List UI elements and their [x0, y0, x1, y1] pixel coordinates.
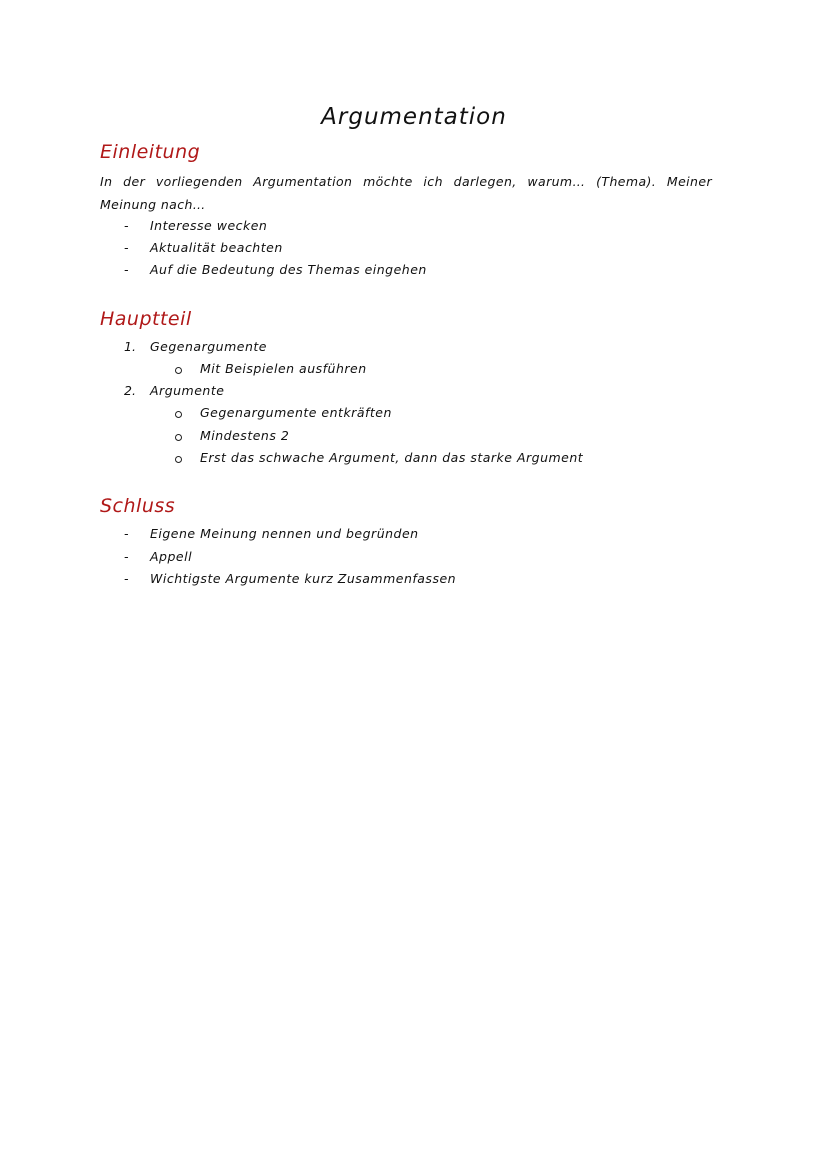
- sub-list-item: Mit Beispielen ausführen: [200, 361, 367, 376]
- circle-bullet-icon: [175, 456, 182, 463]
- list-item: Gegenargumente: [150, 339, 267, 354]
- numbered-marker: 2.: [124, 383, 136, 398]
- list-item: Appell: [150, 549, 193, 564]
- bullet-dash: -: [124, 218, 129, 233]
- circle-bullet-icon: [175, 411, 182, 418]
- bullet-dash: -: [124, 571, 129, 586]
- document-title: Argumentation: [321, 104, 507, 130]
- numbered-marker: 1.: [124, 339, 136, 354]
- list-item: Aktualität beachten: [150, 240, 283, 255]
- circle-bullet-icon: [175, 434, 182, 441]
- bullet-dash: -: [124, 240, 129, 255]
- bullet-dash: -: [124, 262, 129, 277]
- list-item: Wichtigste Argumente kurz Zusammenfassen: [150, 571, 457, 586]
- list-item: Auf die Bedeutung des Themas eingehen: [150, 262, 427, 277]
- list-item: Argumente: [150, 383, 225, 398]
- list-item: Interesse wecken: [150, 218, 268, 233]
- sub-list-item: Mindestens 2: [200, 428, 290, 443]
- section-heading-schluss: Schluss: [100, 495, 176, 517]
- section-heading-einleitung: Einleitung: [100, 141, 201, 163]
- section-heading-hauptteil: Hauptteil: [100, 308, 192, 330]
- bullet-dash: -: [124, 549, 129, 564]
- sub-list-item: Gegenargumente entkräften: [200, 405, 392, 420]
- list-item: Eigene Meinung nennen und begründen: [150, 526, 419, 541]
- circle-bullet-icon: [175, 367, 182, 374]
- sub-list-item: Erst das schwache Argument, dann das starke Argument: [200, 450, 584, 465]
- bullet-dash: -: [124, 526, 129, 541]
- intro-paragraph: In der vorliegenden Argumentation möchte ich darlegen, warum… (Thema). Meiner Meinung nach…: [100, 174, 712, 212]
